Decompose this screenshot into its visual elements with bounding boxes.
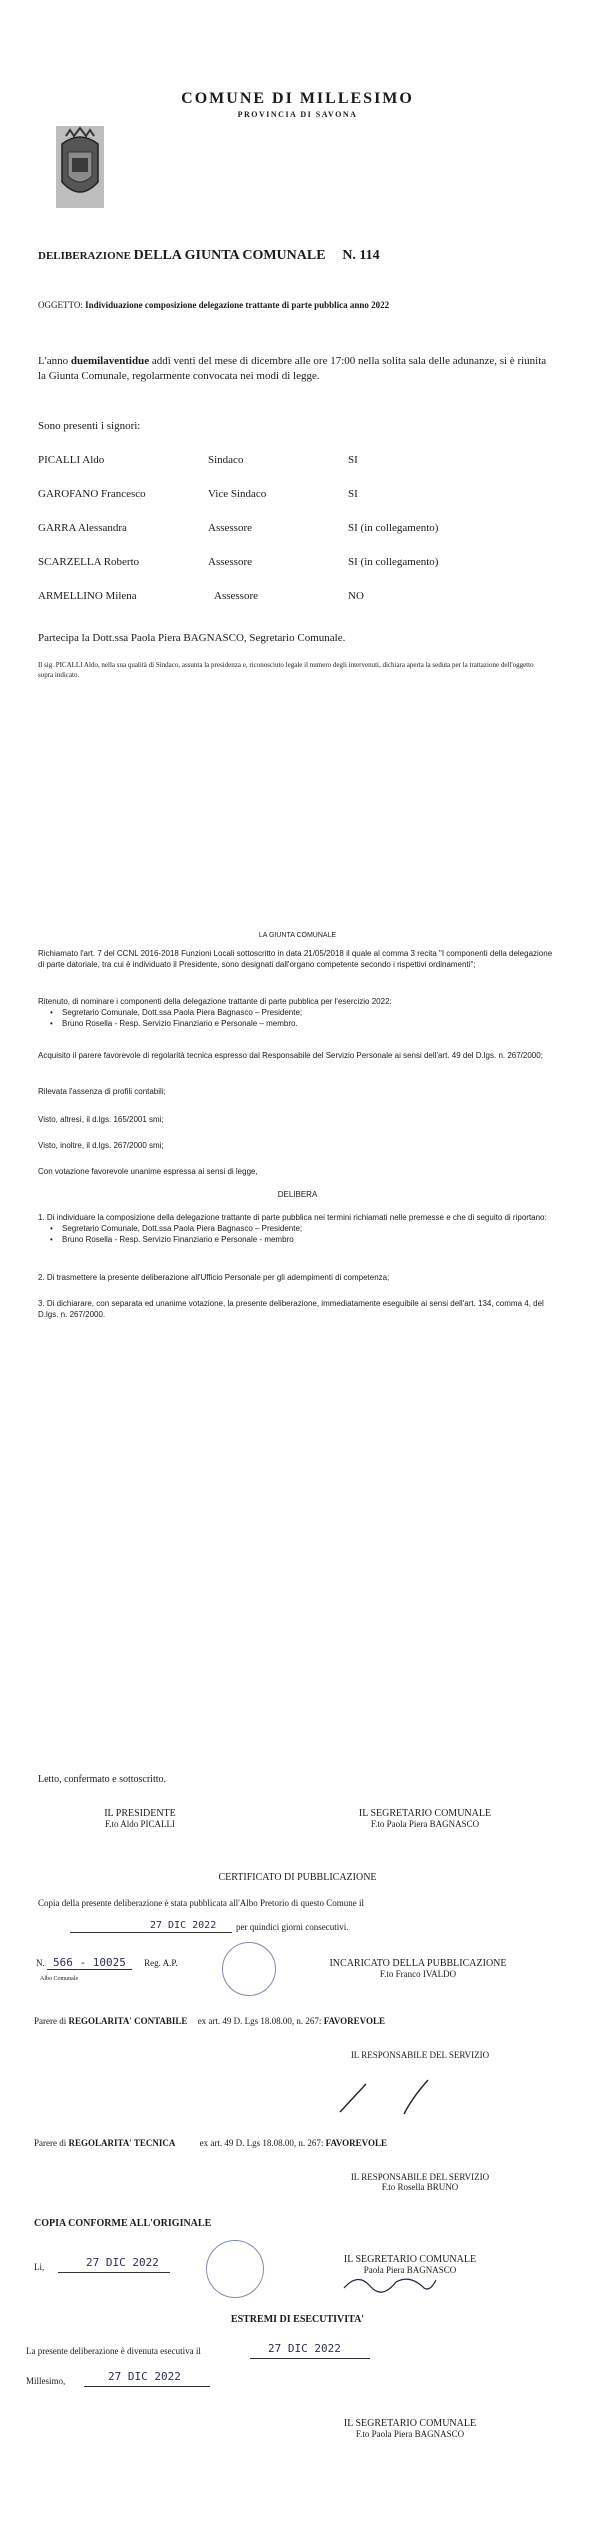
esecutivita-line1: La presente deliberazione è divenuta esecutiva il [26,2346,201,2356]
municipality-title: COMUNE DI MILLESIMO [181,90,414,107]
giunta-p2-text: Ritenuto, di nominare i componenti della delegazione trattante di parte pubblica per l'esercizio 2022: [38,997,392,1006]
member-name: GAROFANO Francesco [38,488,146,500]
member-present: SI [348,454,358,466]
segretario-title: IL SEGRETARIO COMUNALE [358,1808,492,1819]
member-role: Vice Sindaco [208,488,267,500]
member-present: SI (in collegamento) [348,522,439,534]
giunta-p4: Rilevata l'assenza di profili contabili; [38,1087,166,1096]
member-role: Assessore [208,556,252,568]
contabile-outcome: FAVOREVOLE [323,2016,386,2026]
copia-title: COPIA CONFORME ALL'ORIGINALE [34,2218,212,2229]
certificato-line1: Copia della presente deliberazione è stata pubblicata all'Albo Pretorio di questo Comune il [38,1898,365,1908]
albo-label: Albo Comunale [40,1976,79,1982]
member-row [38,590,558,604]
partecipa-line: Partecipa la Dott.ssa Paola Piera BAGNASCO, Segretario Comunale. [38,632,346,644]
giunta-p3: Acquisito il parere favorevole di regolarità tecnica espresso dal Responsabile del Servizio Personale ai sensi dell'art. 49 del D.lgs. n. 267/2000; [38,1051,543,1060]
municipal-stamp-icon [222,1942,276,1996]
tecnica-resp-title: IL RESPONSABILE DEL SERVIZIO [350,2172,490,2182]
municipal-stamp-icon [206,2240,264,2298]
member-role: Assessore [214,590,258,602]
segretario-name: F.to Paola Piera BAGNASCO [370,1819,480,1829]
list-item: • Segretario Comunale, Dott.ssa Paola Piera Bagnasco – Presidente; [38,1007,558,1018]
esecutivita-segretario-block [280,2418,540,2439]
signature-icon [300,2068,460,2118]
tecnica-resp-name: F.to Rosella BRUNO [381,2182,459,2192]
giunta-p2 [38,996,558,1029]
esecutivita-title: ESTREMI DI ESECUTIVITA' [230,2314,365,2325]
oggetto-text: Individuazione composizione delegazione trattante di parte pubblica anno 2022 [85,300,390,310]
contabile-label: Parere di [34,2016,67,2026]
oggetto-label: OGGETTO: [38,300,83,310]
reg-field [36,1956,178,1969]
segretario-block [300,1808,550,1829]
copia-li-label: Li, [34,2262,45,2272]
presidente-name: F.to Aldo PICALLI [104,1819,176,1829]
delibera-d1-text: 1. Di individuare la composizione della delegazione trattante di parte pubblica nei termini richiamati nelle premesse e che di seguito di riportano: [38,1213,547,1222]
province-subtitle: PROVINCIA DI SAVONA [237,110,358,119]
tecnica-outcome: FAVOREVOLE [325,2138,387,2148]
president-note: Il sig. PICALLI Aldo, nella sua qualità di Sindaco, assunta la presidenza e, riconosciuto legale il numero degli intervenuti, dichiara aperta la seduta per la trattazione dell'oggetto sopra indicato. [38,661,534,679]
intro-part1: L'anno [38,355,69,367]
list-item: • Bruno Rosella - Resp. Servizio Finanziario e Personale - membro [38,1234,558,1245]
presenti-label: Sono presenti i signori: [38,420,141,432]
certificato-title: CERTIFICATO DI PUBBLICAZIONE [218,1872,377,1883]
tecnica-bold: REGOLARITA' TECNICA [68,2138,176,2148]
presidente-title: IL PRESIDENTE [104,1808,176,1819]
member-role: Sindaco [208,454,244,466]
intro-year: duemilaventidue [70,355,150,367]
member-present: SI (in collegamento) [348,556,439,568]
certificato-line2: per quindici giorni consecutivi. [236,1922,349,1932]
intro-part2: addì venti del mese di dicembre alle ore 17:00 nella solita sala delle adunanze, si è riunita la Giunta Comunale, regolarmente convocata nei modi di legge. [38,355,547,382]
member-row [38,488,558,502]
member-present: NO [348,590,364,602]
member-row [38,522,558,536]
copia-date: 27 DIC 2022 [86,2256,159,2269]
contabile-resp-title: IL RESPONSABILE DEL SERVIZIO [350,2050,490,2060]
member-row [38,556,558,570]
delibera-d2: 2. Di trasmettere la presente deliberazione all'Ufficio Personale per gli adempimenti di competenza; [38,1273,390,1282]
giunta-p5: Visto, altresì, il d.lgs. 165/2001 smi; [38,1115,164,1124]
presidente-block [40,1808,240,1829]
contabile-line [34,2016,574,2026]
giunta-p7: Con votazione favorevole unanime espressa ai sensi di legge, [38,1167,258,1176]
list-item: • Bruno Rosella - Resp. Servizio Finanziario e Personale – membro. [38,1018,558,1029]
member-role: Assessore [208,522,252,534]
deliberation-number: N. 114 [342,248,380,263]
copia-segretario-title: IL SEGRETARIO COMUNALE [343,2254,477,2265]
incaricato-block [288,1958,548,1979]
giunta-p6: Visto, inoltre, il d.lgs. 267/2000 smi; [38,1141,164,1150]
esecutivita-segretario-title: IL SEGRETARIO COMUNALE [343,2418,477,2429]
certificato-date: 27 DIC 2022 [150,1920,217,1931]
member-name: GARRA Alessandra [38,522,127,534]
contabile-text: ex art. 49 D. Lgs 18.08.00, n. 267: [197,2016,322,2026]
member-name: ARMELLINO Milena [38,590,137,602]
deliberation-body: DELLA GIUNTA COMUNALE [133,248,326,263]
delibera-d3: 3. Di dichiarare, con separata ed unanime votazione, la presente deliberazione, immediatamente eseguibile ai sensi dell'art. 134, comma 4, del D.lgs. n. 267/2000. [38,1299,544,1319]
reg-prefix: N. [36,1958,45,1968]
tecnica-resp-block [290,2172,550,2192]
tecnica-text: ex art. 49 D. Lgs 18.08.00, n. 267: [199,2138,324,2148]
deliberation-prefix: DELIBERAZIONE [38,250,131,262]
deliberation-heading [38,248,380,264]
copia-segretario-name: Paola Piera BAGNASCO [363,2265,457,2275]
tecnica-line [34,2138,574,2148]
tecnica-label: Parere di [34,2138,67,2148]
oggetto-line [38,300,389,310]
member-name: PICALLI Aldo [38,454,105,466]
delibera-heading: DELIBERA [277,1190,318,1199]
incaricato-title: INCARICATO DELLA PUBBLICAZIONE [329,1958,507,1969]
reg-label: Reg. A.P. [144,1958,178,1968]
intro-paragraph [38,354,548,384]
member-present: SI [348,488,358,500]
giunta-p1: Richiamato l'art. 7 del CCNL 2016-2018 Funzioni Locali sottoscritto in data 21/05/2018 il quale al comma 3 recita "I componenti della delegazione di parte datoriale, tra cui è individuato il Presidente, sono designati dall'organo competente secondo i rispettivi ordinamenti"; [38,949,553,969]
esecutivita-date2: 27 DIC 2022 [108,2370,181,2383]
reg-number: 566 - 10025 [47,1956,132,1970]
list-item: • Segretario Comunale, Dott.ssa Paola Piera Bagnasco – Presidente; [38,1223,558,1234]
giunta-heading: LA GIUNTA COMUNALE [258,932,337,939]
esecutivita-date1: 27 DIC 2022 [268,2342,341,2355]
esecutivita-segretario-name: F.to Paola Piera BAGNASCO [355,2429,465,2439]
coat-of-arms-icon [56,126,104,208]
delibera-d1 [38,1212,558,1245]
member-name: SCARZELLA Roberto [38,556,140,568]
letto-line: Letto, confermato e sottoscritto. [38,1774,167,1785]
esecutivita-place: Millesimo, [26,2376,66,2386]
signature-icon [340,2270,440,2296]
incaricato-name: F.to Franco IVALDO [379,1969,457,1979]
contabile-bold: REGOLARITA' CONTABILE [68,2016,188,2026]
member-row [38,454,558,468]
